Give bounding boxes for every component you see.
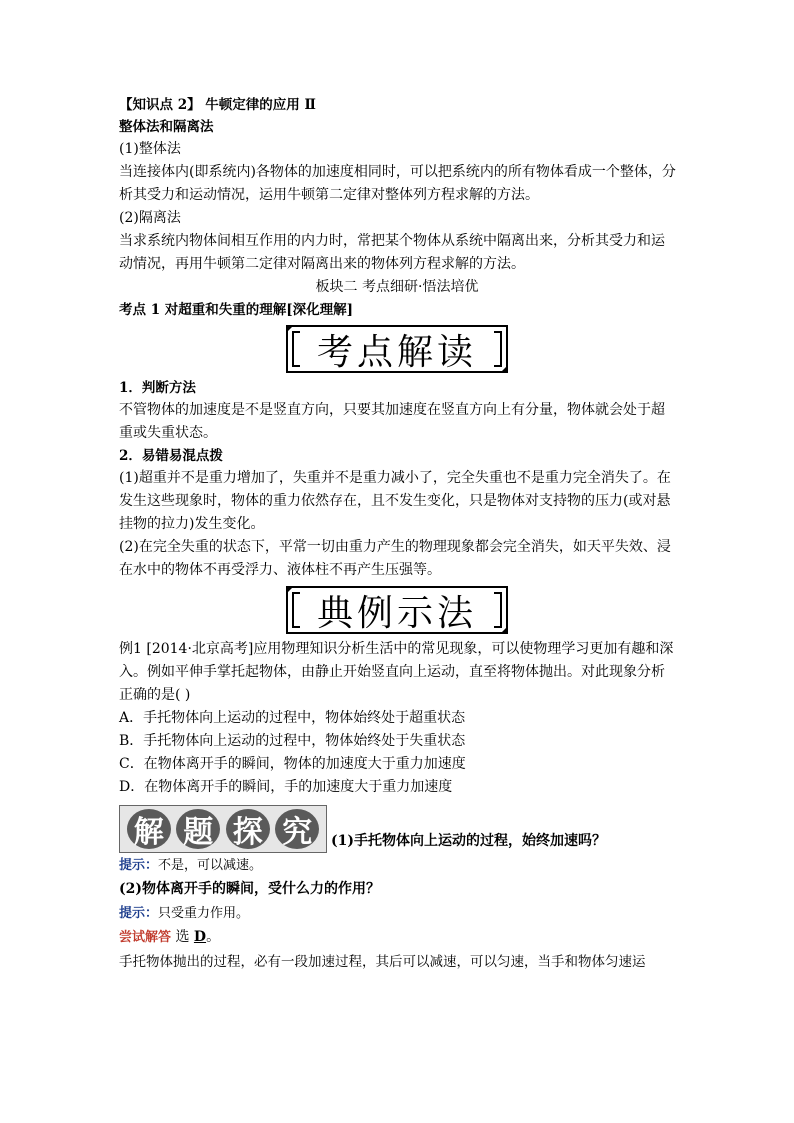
dianli-shifa-banner <box>286 586 508 634</box>
banner-corner-icon <box>500 365 508 373</box>
explore-row <box>119 805 675 853</box>
method-whole-line: 析其受力和运动情况，运用牛顿第二定律对整体列方程求解的方法。 <box>119 187 539 203</box>
badge-char: 究 <box>275 809 319 849</box>
banner-container <box>119 325 675 373</box>
kaodian-jiedu-banner <box>286 325 508 373</box>
explore-question-1: (1)手托物体向上运动的过程，始终加速吗？ <box>331 833 606 849</box>
answer-choice: D <box>193 929 207 945</box>
document-page <box>119 94 675 974</box>
explanation-line: 手托物体抛出的过程，必有一段加速过程，其后可以减速，可以匀速，当手和物体匀速运 <box>119 954 646 970</box>
knowledge-point-title: 【知识点 2】 牛顿定律的应用 Ⅱ <box>119 97 316 113</box>
item1-line: 不管物体的加速度是不是竖直方向，只要其加速度在竖直方向上有分量，物体就会处于超 <box>119 402 665 418</box>
method-subtitle: 整体法和隔离法 <box>119 119 214 135</box>
banner-container <box>119 586 675 634</box>
item1-heading: 1．判断方法 <box>119 380 196 396</box>
explore-question-2: (2)物体离开手的瞬间，受什么力的作用？ <box>119 881 380 897</box>
option-a: A．手托物体向上运动的过程中，物体始终处于超重状态 <box>119 710 466 726</box>
banner-corner-icon <box>286 325 294 333</box>
item2-line: (1)超重并不是重力增加了，失重并不是重力减小了，完全失重也不是重力完全消失了。在 <box>119 470 671 486</box>
option-c: C．在物体离开手的瞬间，物体的加速度大于重力加速度 <box>119 756 466 772</box>
item2-heading: 2．易错易混点拨 <box>119 448 223 464</box>
hint-text: 只受重力作用。 <box>158 906 250 921</box>
method-isolate-line: 动情况，再用牛顿第二定律对隔离出来的物体列方程求解的方法。 <box>119 256 525 272</box>
block-title: 板块二 考点细研·悟法培优 <box>315 279 479 295</box>
hint-2 <box>119 901 675 926</box>
item2-line: 在水中的物体不再受浮力、液体柱不再产生压强等。 <box>119 562 441 578</box>
item2-line: (2)在完全失重的状态下，平常一切由重力产生的物理现象都会完全消失，如天平失效、浸 <box>119 539 671 555</box>
example-line: 正确的是( ) <box>119 687 191 703</box>
example-line: 入。例如平伸手掌托起物体，由静止开始竖直向上运动，直至将物体抛出。对此现象分析 <box>119 664 665 680</box>
answer-prefix: 选 <box>171 929 194 945</box>
item2-line: 发生这些现象时，物体的重力依然存在，且不发生变化，只是物体对支持物的压力(或对悬 <box>119 493 671 509</box>
method-whole-line: 当连接体内(即系统内)各物体的加速度相同时，可以把系统内的所有物体看成一个整体，分 <box>119 164 676 180</box>
badge-char: 解 <box>127 809 171 849</box>
badge-char: 题 <box>176 809 220 849</box>
banner-text: 考点解读 <box>316 331 477 373</box>
method-isolate-head: (2)隔离法 <box>119 210 181 226</box>
example-line: 例1 [2014·北京高考]应用物理知识分析生活中的常见现象，可以使物理学习更加有趣和深 <box>119 641 674 657</box>
hint-text: 不是，可以减速。 <box>158 858 263 873</box>
hint-1 <box>119 853 675 878</box>
jieti-tanjiu-badge <box>119 805 327 853</box>
hint-label: 提示： <box>119 906 159 921</box>
method-isolate-line: 当求系统内物体间相互作用的内力时，常把某个物体从系统中隔离出来，分析其受力和运 <box>119 233 665 249</box>
try-answer-label: 尝试解答 <box>119 930 172 945</box>
badge-char: 探 <box>226 809 270 849</box>
kaodian-title: 考点 1 对超重和失重的理解[深化理解] <box>119 302 354 318</box>
banner-corner-icon <box>286 586 294 594</box>
banner-text: 典例示法 <box>316 592 477 634</box>
method-whole-head: (1)整体法 <box>119 141 181 157</box>
option-d: D．在物体离开手的瞬间，手的加速度大于重力加速度 <box>119 779 453 795</box>
answer-suffix: 。 <box>206 929 221 945</box>
item2-line: 挂物的拉力)发生变化。 <box>119 516 265 532</box>
try-answer <box>119 926 675 949</box>
option-b: B．手托物体向上运动的过程中，物体始终处于失重状态 <box>119 733 466 749</box>
hint-label: 提示： <box>119 858 159 873</box>
banner-corner-icon <box>500 626 508 634</box>
item1-line: 重或失重状态。 <box>119 425 217 441</box>
